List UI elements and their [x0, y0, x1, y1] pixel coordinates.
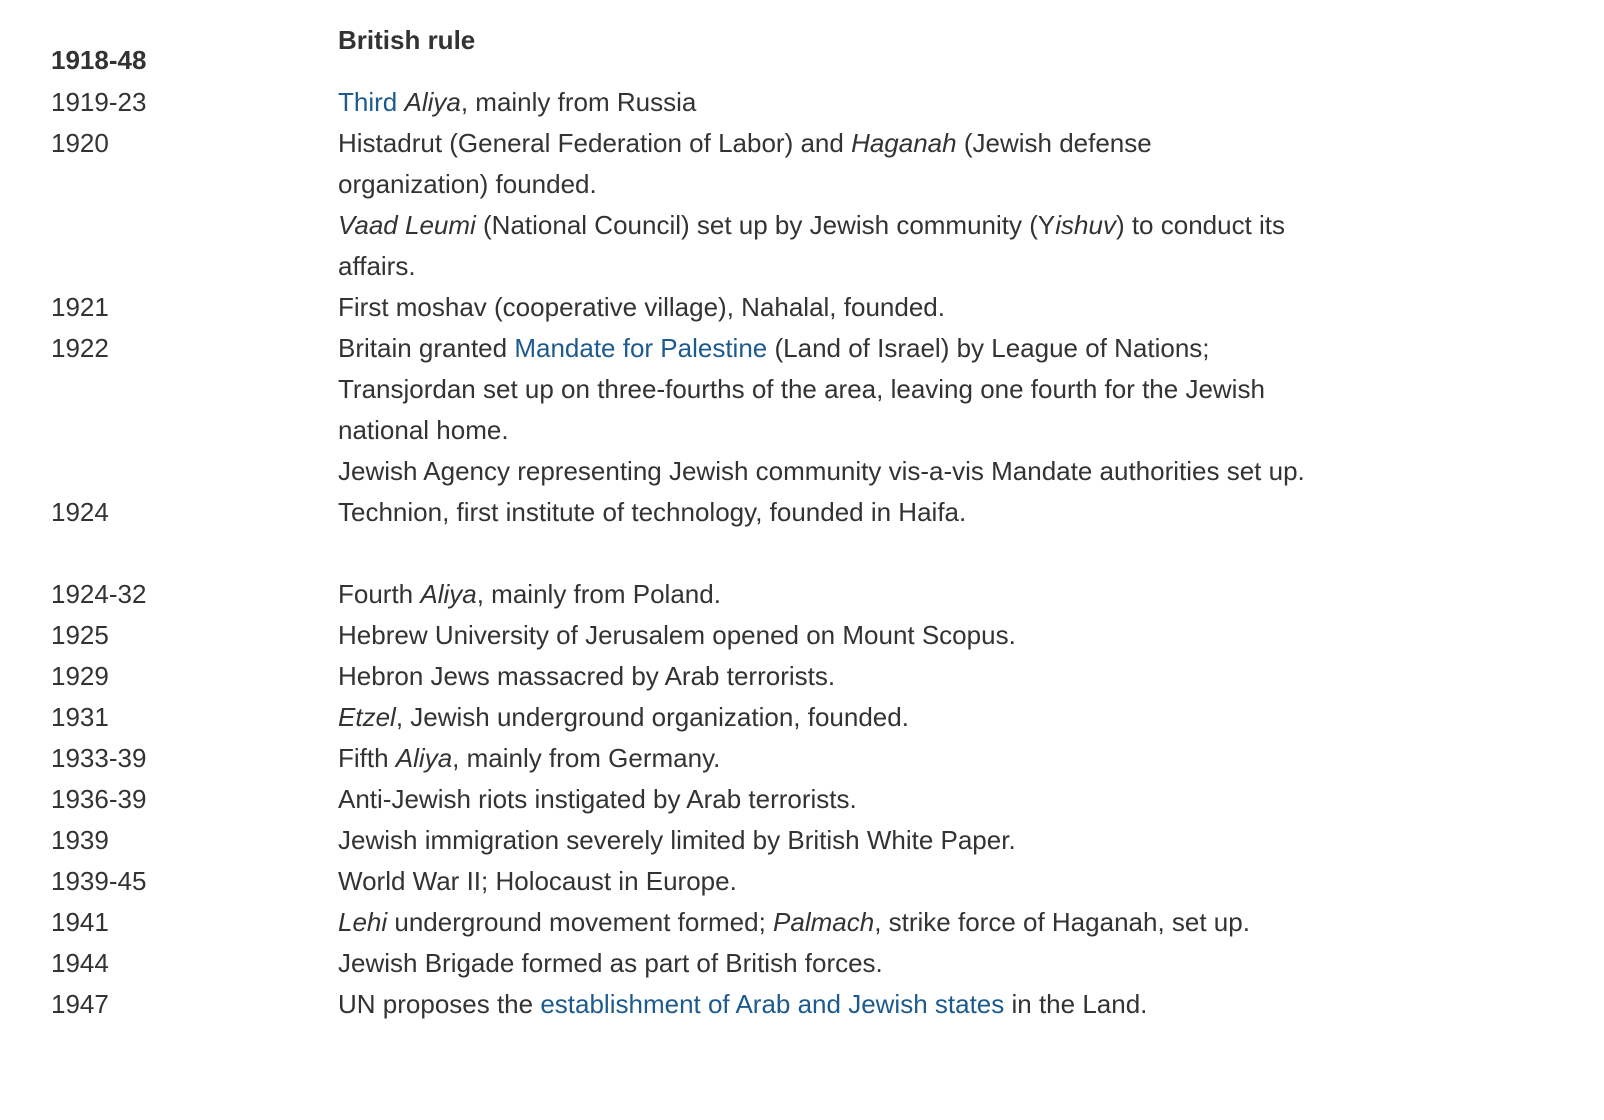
timeline-row	[51, 779, 1551, 820]
row-year: 1939	[51, 825, 109, 855]
row-description: Histadrut (General Federation of Labor) and Haganah (Jewish defense organization) founded. Vaad Leumi (National Council) set up by Jewish community (Yishuv) to conduct its affairs.	[338, 128, 1286, 281]
row-year: 1936-39	[51, 784, 147, 814]
row-description: Britain granted Mandate for Palestine (Land of Israel) by League of Nations; Transjordan set up on three-fourths of the area, leaving one fourth for the Jewish national home. Jewish Agency representing Jewish community vis-a-vis Mandate authorities set up.	[338, 333, 1305, 486]
row-description: Jewish immigration severely limited by British White Paper.	[338, 825, 1016, 855]
row-year: 1941	[51, 907, 109, 937]
section-period: 1918-48	[51, 45, 147, 75]
timeline	[51, 0, 1551, 1025]
row-year: 1933-39	[51, 743, 147, 773]
timeline-row	[51, 123, 1551, 287]
section-header	[51, 0, 1551, 82]
timeline-row	[51, 861, 1551, 902]
row-description: Fourth Aliya, mainly from Poland.	[338, 579, 721, 609]
row-description: World War II; Holocaust in Europe.	[338, 866, 737, 896]
third-aliya-link[interactable]: Third	[338, 87, 398, 117]
timeline-row	[51, 328, 1551, 492]
aliya-term: Aliya	[404, 87, 461, 117]
row-year: 1947	[51, 989, 109, 1019]
spacer	[51, 533, 1551, 574]
row-year: 1924	[51, 497, 109, 527]
timeline-row	[51, 697, 1551, 738]
timeline-row	[51, 943, 1551, 984]
row-description: Third Aliya, mainly from Russia	[338, 87, 697, 117]
timeline-row	[51, 656, 1551, 697]
row-year: 1920	[51, 128, 109, 158]
row-year: 1924-32	[51, 579, 147, 609]
row-description: Hebrew University of Jerusalem opened on Mount Scopus.	[338, 620, 1016, 650]
row-description: Hebron Jews massacred by Arab terrorists.	[338, 661, 836, 691]
timeline-row	[51, 820, 1551, 861]
row-year: 1944	[51, 948, 109, 978]
timeline-row	[51, 902, 1551, 943]
timeline-row	[51, 287, 1551, 328]
row-year: 1919-23	[51, 87, 147, 117]
row-year: 1925	[51, 620, 109, 650]
row-year: 1922	[51, 333, 109, 363]
timeline-row	[51, 738, 1551, 779]
row-year: 1939-45	[51, 866, 147, 896]
row-description: First moshav (cooperative village), Nahalal, founded.	[338, 292, 945, 322]
row-year: 1929	[51, 661, 109, 691]
row-description: Technion, first institute of technology, founded in Haifa.	[338, 497, 967, 527]
timeline-row	[51, 984, 1551, 1025]
row-description: UN proposes the establishment of Arab and Jewish states in the Land.	[338, 989, 1148, 1019]
row-description: Etzel, Jewish underground organization, founded.	[338, 702, 909, 732]
row-description: Lehi underground movement formed; Palmach, strike force of Haganah, set up.	[338, 907, 1250, 937]
arab-jewish-states-link[interactable]: establishment of Arab and Jewish states	[540, 989, 1005, 1019]
row-description: Fifth Aliya, mainly from Germany.	[338, 743, 721, 773]
mandate-for-palestine-link[interactable]: Mandate for Palestine	[514, 333, 768, 363]
row-description: Anti-Jewish riots instigated by Arab terrorists.	[338, 784, 857, 814]
row-year: 1921	[51, 292, 109, 322]
timeline-row	[51, 615, 1551, 656]
row-description: Jewish Brigade formed as part of British forces.	[338, 948, 883, 978]
section-heading: British rule	[338, 25, 476, 55]
row-year: 1931	[51, 702, 109, 732]
timeline-row	[51, 574, 1551, 615]
timeline-row	[51, 492, 1551, 533]
timeline-row	[51, 82, 1551, 123]
